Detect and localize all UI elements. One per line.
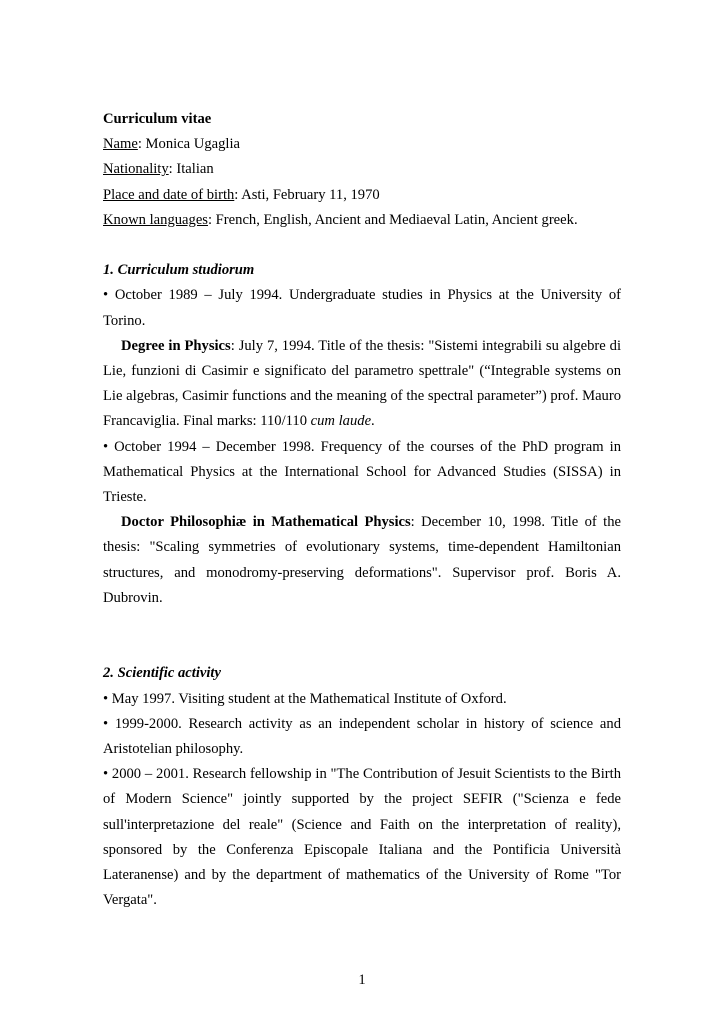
spacer: [103, 233, 621, 258]
phd-label: Doctor Philosophiæ in Mathematical Physics: [121, 514, 411, 531]
field-value: : French, English, Ancient and Mediaeval Latin, Ancient greek.: [207, 211, 578, 228]
scientific-paragraph-2: • 1999-2000. Research activity as an independent scholar in history of science and Aristotelian philosophy.: [103, 715, 621, 757]
degree-label: Degree in Physics: [121, 337, 231, 354]
field-birth: [103, 183, 621, 208]
studiorum-paragraph-1: • October 1989 – July 1994. Undergraduate studies in Physics at the University of Torino.: [103, 287, 621, 329]
field-languages: [103, 208, 621, 233]
field-value: : Italian: [168, 161, 214, 178]
studiorum-paragraph-degree: [103, 334, 621, 435]
field-label: Name: [103, 136, 138, 153]
field-label: Nationality: [103, 161, 169, 178]
field-value: : Monica Ugaglia: [137, 136, 240, 153]
field-name: [103, 132, 621, 157]
document-title: Curriculum vitae: [103, 111, 212, 127]
field-label: Place and date of birth: [103, 186, 235, 203]
page-number: 1: [358, 972, 366, 988]
scientific-paragraph-3: • 2000 – 2001. Research fellowship in "The Contribution of Jesuit Scientists to the Birth of Modern Science" jointly supported by the project SEFIR ("Scienza e fede sull'interpretazione del reale" (Science and Faith on the interpretation of reality), sponsored by the Conferenza Episcopale Italiana and the Pontificia Università Lateranense) and by the department of mathematics of the University of Rome "Tor Vergata".: [103, 766, 621, 909]
degree-end: .: [371, 413, 375, 430]
document-body: [103, 107, 621, 913]
field-value: : Asti, February 11, 1970: [234, 186, 380, 203]
section-heading-studiorum: 1. Curriculum studiorum: [103, 262, 255, 279]
field-label: Known languages: [103, 211, 208, 228]
scientific-paragraph-1: • May 1997. Visiting student at the Mathematical Institute of Oxford.: [103, 690, 507, 707]
spacer: [103, 611, 621, 661]
degree-text: : July 7, 1994. Title of the thesis: "Sistemi integrabili su algebre di Lie, funzioni di Casimir e significato del parametro spettrale" (“Integrable systems on Lie algebras, Casimir functions and the meaning of the spectral parameter”) prof. Mauro Francaviglia. Final marks: 110/110: [103, 337, 621, 430]
studiorum-paragraph-phd: [103, 510, 621, 611]
field-nationality: [103, 157, 621, 182]
phd-text: : December 10, 1998. Title of the thesis: "Scaling symmetries of evolutionary systems, time-dependent Hamiltonian structures, and monodromy-preserving deformations". Supervisor prof. Boris A. Dubrovin.: [103, 514, 621, 606]
degree-honors: cum laude: [310, 413, 372, 430]
studiorum-paragraph-3: • October 1994 – December 1998. Frequency of the courses of the PhD program in Mathematical Physics at the International School for Advanced Studies (SISSA) in Trieste.: [103, 438, 621, 505]
section-heading-scientific: 2. Scientific activity: [103, 665, 221, 682]
